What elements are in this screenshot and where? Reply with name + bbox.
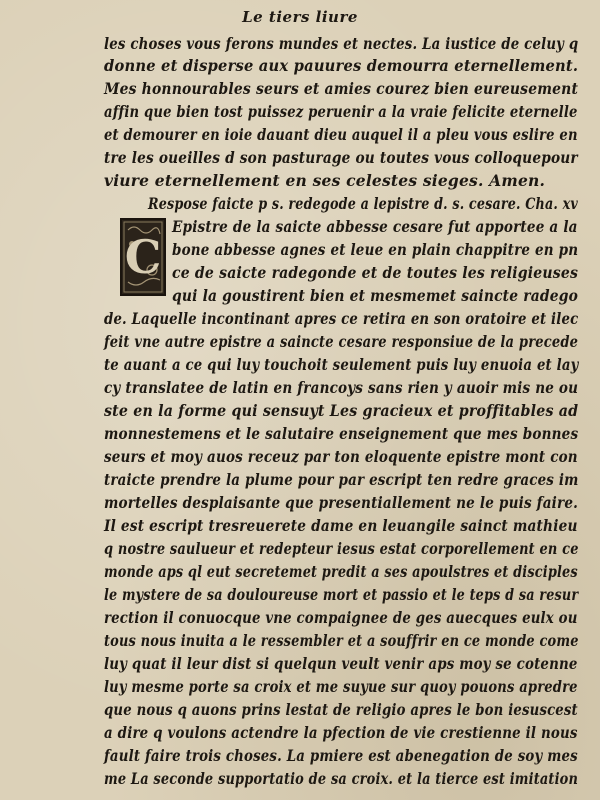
- text-line: viure eternellement en ses celestes sieges. Amen.: [104, 171, 546, 190]
- chapter-heading: Respose faicte p s. redegode a lepistre d. s. cesare. Cha. xv: [148, 194, 578, 213]
- text-line: tous nous inuita a le ressembler et a souffrir en ce monde come: [104, 631, 579, 650]
- text-line: mortelles desplaisante que presentiallement ne le puis faire.: [104, 493, 579, 512]
- text-line: a dire q voulons actendre la pfection de vie crestienne il nous: [104, 723, 578, 742]
- text-line: fault faire trois choses. La pmiere est abenegation de soy mes: [104, 746, 578, 765]
- text-line: Il est escript tresreuerete dame en leuangile sainct mathieu: [104, 516, 578, 535]
- text-line: de. Laquelle incontinant apres ce retira en son oratoire et ilec: [104, 309, 579, 328]
- text-line: me La seconde supportatio de sa croix. et la tierce est imitation: [104, 769, 579, 788]
- text-line: q nostre saulueur et redepteur iesus estat corporellement en ce: [104, 539, 579, 558]
- text-line: luy mesme porte sa croix et me suyue sur quoy pouons apredre: [104, 677, 578, 696]
- text-line: bone abbesse agnes et leue en plain chappitre en pn: [172, 240, 579, 259]
- text-line: rection il conuocque vne compaignee de ges auecques eulx ou: [104, 608, 578, 627]
- text-line: et demourer en ioie dauant dieu auquel il a pleu vous eslire en: [104, 125, 578, 144]
- decorated-initial-letter: [120, 218, 166, 296]
- text-line: feit vne autre epistre a saincte cesare responsiue de la precede: [104, 332, 579, 351]
- text-line: donne et disperse aux pauures demourra eternellement.: [104, 56, 579, 75]
- text-line: tre les oueilles d son pasturage ou toutes vous colloquepour: [104, 148, 578, 167]
- text-line: que nous q auons prins lestat de religio apres le bon iesuscest: [104, 700, 578, 719]
- text-line: ste en la forme qui sensuyt Les gracieux et proffitables ad: [104, 401, 579, 420]
- initial-letter-glyph: C: [124, 230, 162, 284]
- text-line: ce de saicte radegonde et de toutes les religieuses: [172, 263, 579, 282]
- text-line: affin que bien tost puissez peruenir a la vraie felicite eternelle: [104, 102, 578, 121]
- text-line: traicte prendre la plume pour par escript ten redre graces im: [104, 470, 579, 489]
- text-line: le mystere de sa douloureuse mort et passio et le teps d sa resur: [104, 585, 579, 604]
- text-line: monde aps ql eut secretemet predit a ses apoulstres et disciples: [104, 562, 578, 581]
- running-title: Le tiers liure: [242, 8, 358, 26]
- text-line: monnestemens et le salutaire enseignement que mes bonnes: [104, 424, 579, 443]
- text-line: les choses vous ferons mundes et nectes. La iustice de celuy q: [104, 34, 579, 53]
- text-line: Mes honnourables seurs et amies courez bien eureusement: [104, 79, 579, 98]
- text-line: qui la goustirent bien et mesmemet saincte radego: [172, 286, 579, 305]
- text-line: seurs et moy auos receuz par ton eloquente epistre mont con: [104, 447, 578, 466]
- text-line: te auant a ce qui luy touchoit seulement puis luy enuoia et lay: [104, 355, 579, 374]
- text-line: cy translatee de latin en francoys sans rien y auoir mis ne ou: [104, 378, 579, 397]
- text-line: luy quat il leur dist si quelqun veult venir aps moy se cotenne: [104, 654, 578, 673]
- text-line: Epistre de la saicte abbesse cesare fut apportee a la: [172, 217, 578, 236]
